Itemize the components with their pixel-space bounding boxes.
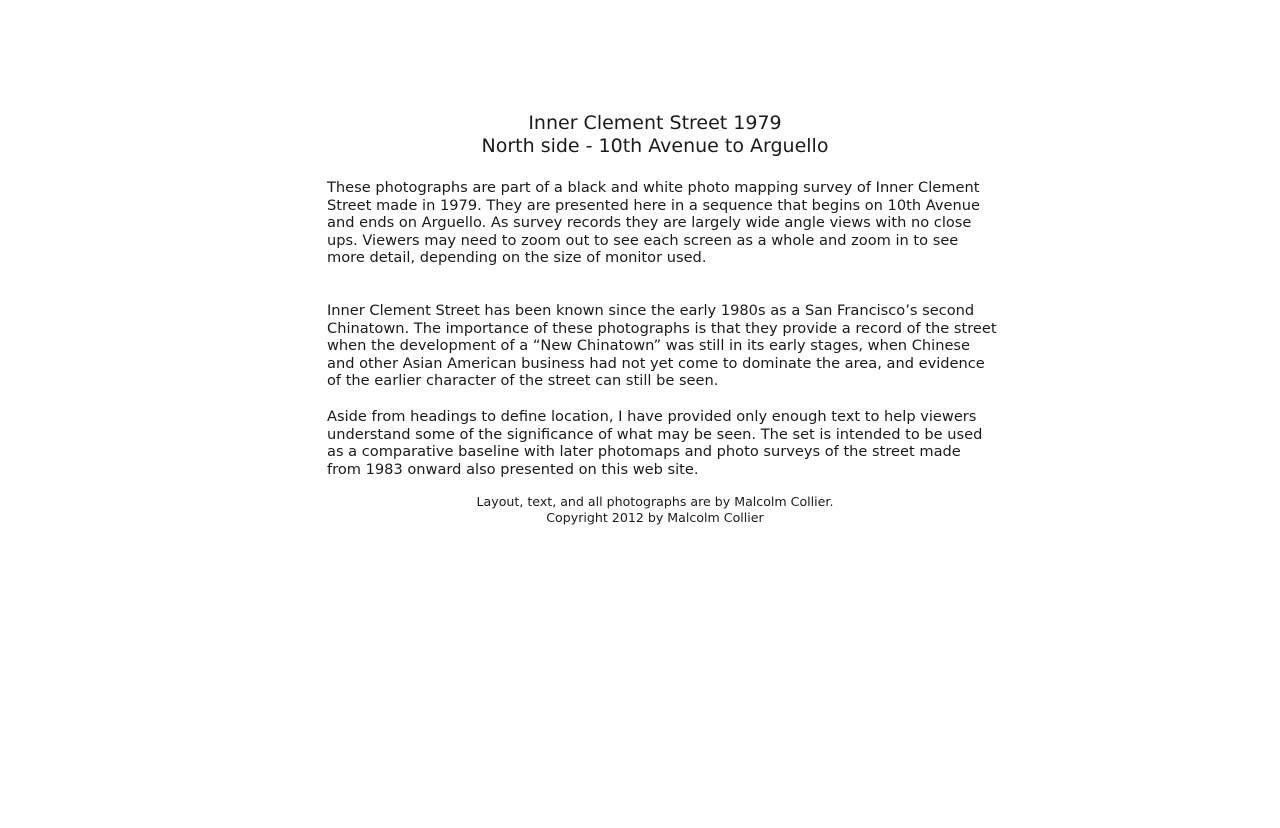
title-line-subtitle: North side - 10th Avenue to Arguello: [481, 135, 829, 157]
page-title: [0, 112, 1280, 158]
context-paragraph: Inner Clement Street has been known since the early 1980s as a San Francisco’s second Chinatown. The importance of these photographs is that they provide a record of the street when the development of a “New Chinatown” was still in its early stages, when Chinese and other Asian American business had not yet come to dominate the area, and evidence of the earlier character of the street can still be seen.: [327, 302, 997, 390]
purpose-paragraph: Aside from headings to define location, I have provided only enough text to help viewers understand some of the significance of what may be seen. The set is intended to be used as a comparative baseline with later photomaps and photo surveys of the street made from 1983 onward also presented on this web site.: [327, 408, 983, 478]
credit-line-copyright: Copyright 2012 by Malcolm Collier: [546, 509, 764, 525]
credits: [0, 494, 1280, 525]
intro-paragraph: These photographs are part of a black and white photo mapping survey of Inner Clement Street made in 1979. They are presented here in a sequence that begins on 10th Avenue and ends on Arguello. As survey records they are largely wide angle views with no close ups. Viewers may need to zoom out to see each screen as a whole and zoom in to see more detail, depending on the size of monitor used.: [327, 179, 980, 267]
title-line-main: Inner Clement Street 1979: [528, 112, 782, 134]
credit-line-author: Layout, text, and all photographs are by Malcolm Collier.: [476, 494, 834, 509]
